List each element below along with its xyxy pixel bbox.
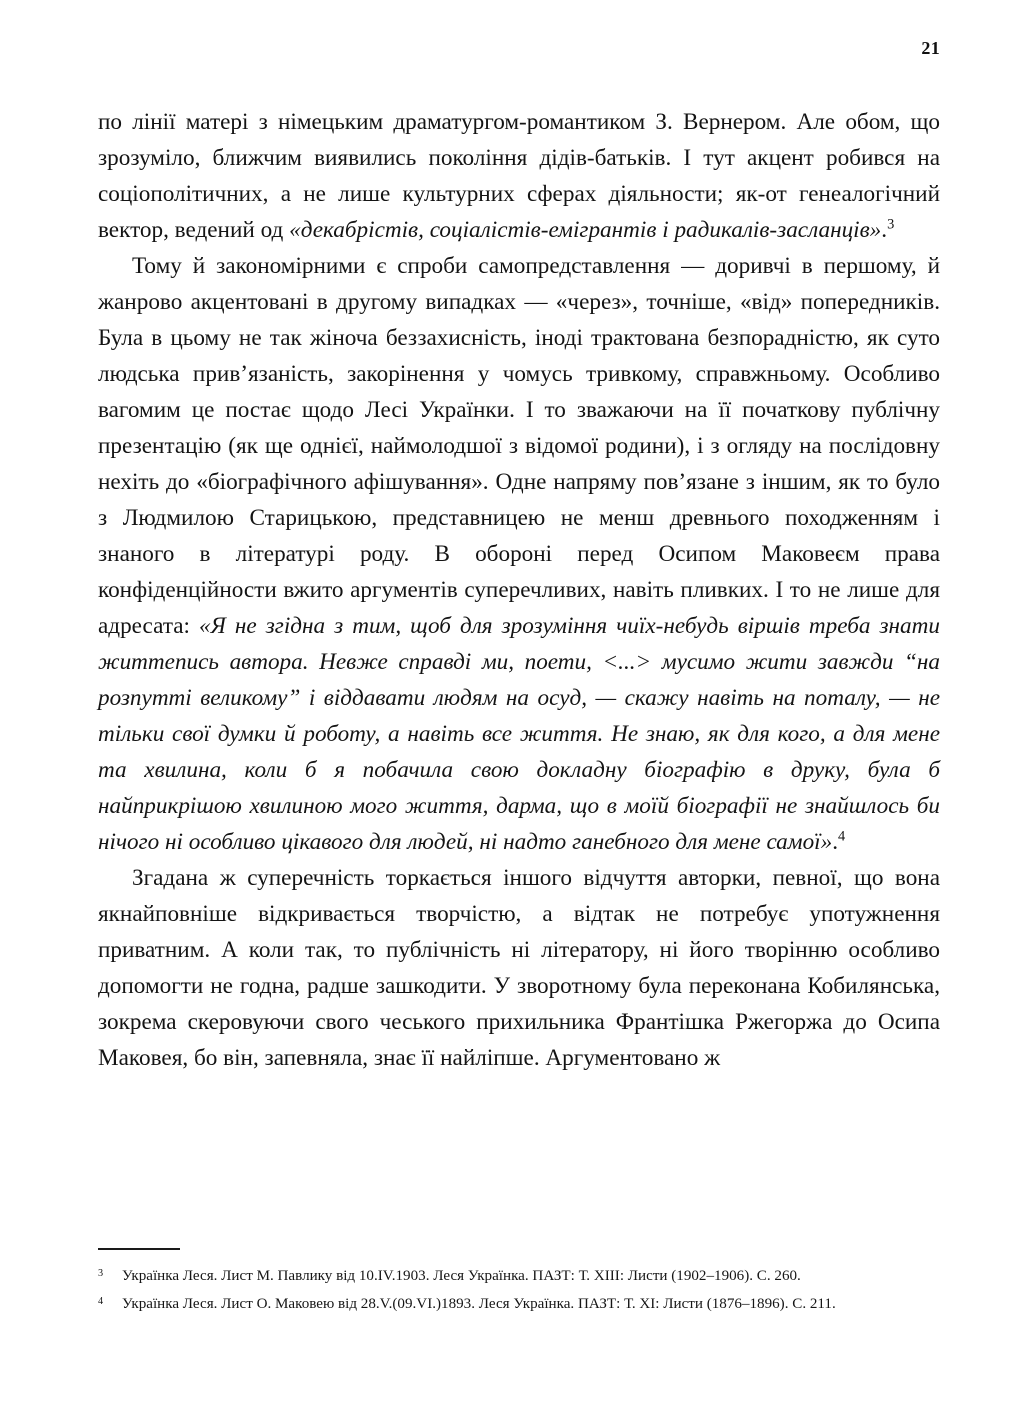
footnote-marker-4: 4: [98, 1295, 104, 1307]
footnote-item-4: [98, 1292, 940, 1317]
footnote-text-3: Українка Леся. Лист М. Павлику від 10.IV.1903. Леся Українка. ПАЗТ: Т. XIII: Листи (1902–1906). С. 260.: [122, 1268, 801, 1284]
paragraph-2-italic-quote: «Я не згідна з тим, щоб для зрозуміння чиїх-небудь віршів треба знати життепись автора. Невже справді ми, поети, <...> мусимо жити завжди “на розпутті великому” і віддавати людям на осуд, — скажу навіть на поталу, — не тільки свої думки й роботу, а навіть все життя. Не знаю, як для кого, а для мене та хвилина, коли б я побачила свою докладну біографію в друку, була б найприкрішою хвилиною мого життя, дарма, що в моїй біографії не знайшлось би нічого ні особливо цікавого для людей, ні надто ганебного для мене самої»: [98, 613, 940, 855]
body-text-block: [98, 104, 940, 1076]
page-number: 21: [921, 38, 940, 58]
footnote-marker-3: 3: [98, 1268, 104, 1279]
paragraph-2-text: Тому й закономірними є спроби самопредставлення — доривчі в першому, й жанрово акцентовані в другому випадках — «через», точніше, «від» попередників. Була в цьому не так жіноча беззахисність, іноді трактована безпорадністю, як суто людська прив’язаність, закорінення у чомусь тривкому, справжньому. Особливо вагомим це постає щодо Лесі Українки. І то зважаючи на її початкову публічну презентацію (як ще однієї, наймолодшої з відомої родини), і з огляду на послідовну нехіть до «біографічного афішування». Одне напряму пов’язане з іншим, як то було з Людмилою Старицькою, представницею не менш древнього походженням і знаного в літературі роду. В обороні перед Осипом Маковеєм права конфіденційности вжито аргументів суперечливих, навіть пливких. І то не лише для адресата:: [98, 253, 940, 639]
paragraph-1-text: по лінії матері з німецьким драматургом-романтиком З. Вернером. Але обом, що зрозуміло, ближчим виявились покоління дідів-батьків. І тут акцент робився на соціополітичних, а не лише культурних сферах діяльности; як-от генеалогічний вектор, ведений од: [98, 109, 940, 243]
footnote-separator-rule: [98, 1248, 180, 1250]
footnote-text-4: Українка Леся. Лист О. Маковею від 28.V.(09.VI.)1893. Леся Українка. ПАЗТ: Т. XI: Листи (1876–1896). С. 211.: [122, 1295, 836, 1312]
footnote-ref-4[interactable]: 4: [838, 828, 846, 845]
paragraph-3: [98, 860, 940, 1076]
paragraph-1-tail: .: [881, 217, 888, 243]
paragraph-3-text: Згадана ж суперечність торкається іншого відчуття авторки, певної, що вона якнайповніше відкривається творчістю, а відтак не потребує употужнення приватним. А коли так, то публічність ні літератору, ні його творінню особливо допомогти не годна, радше зашкодити. У зворотному була переконана Кобилянська, зокрема скеровуючи свого чеського прихильника Франтішка Ржегоржа до Осипа Маковея, бо він, запевняла, знає її найліпше. Аргументовано ж: [98, 865, 940, 1071]
paragraph-1: [98, 104, 940, 248]
footnote-section: [98, 1248, 940, 1319]
footnote-item-3: [98, 1264, 940, 1289]
paragraph-2-tail: .: [832, 829, 839, 855]
paragraph-2: [98, 248, 940, 860]
footnote-ref-3[interactable]: 3: [887, 216, 895, 233]
paragraph-1-italic-quote: «декабрістів, соціалістів-емігрантів і радикалів-засланців»: [289, 217, 882, 243]
